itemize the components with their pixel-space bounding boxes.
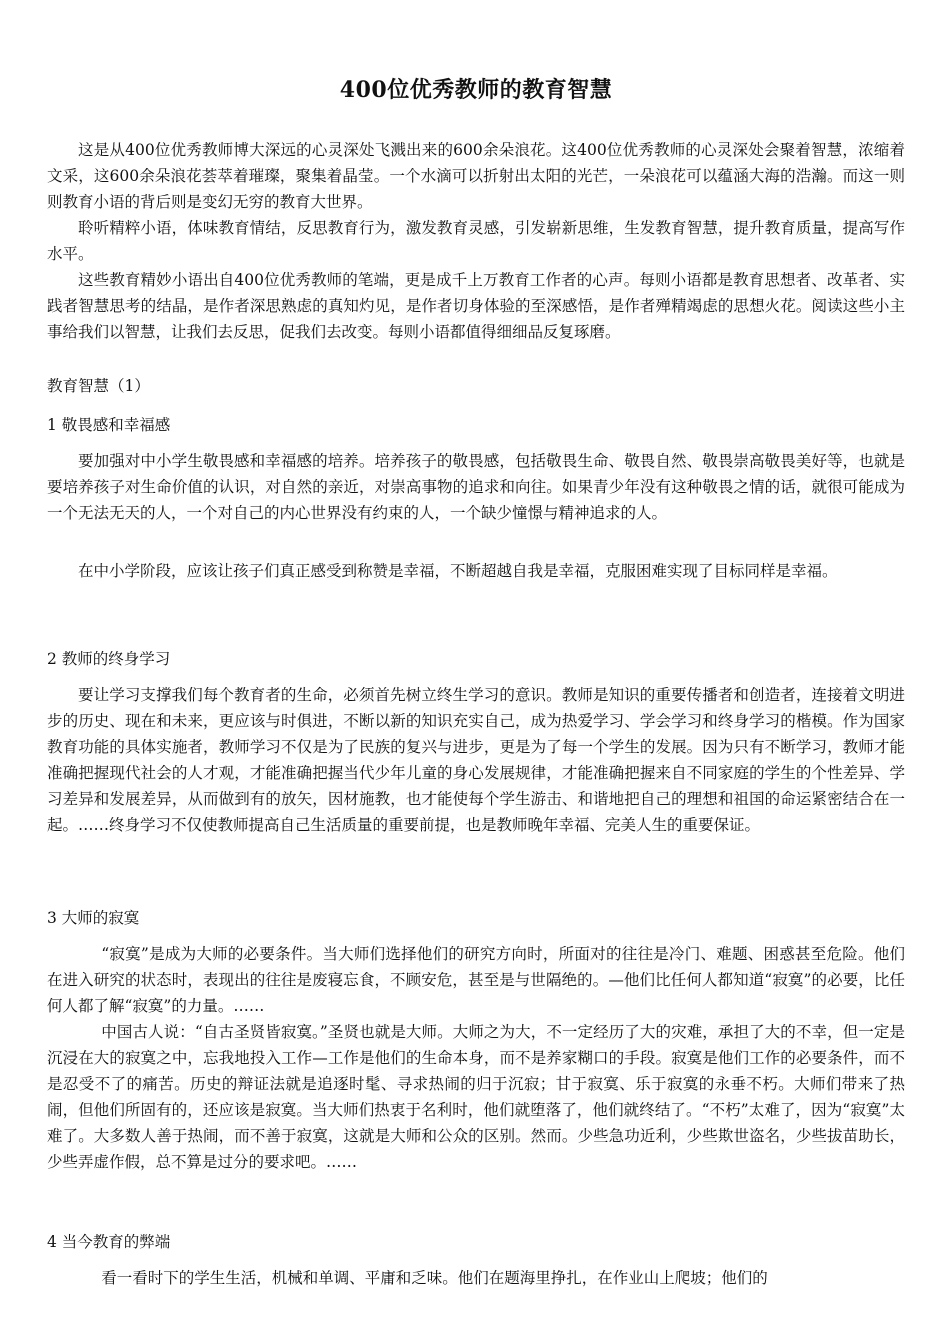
section-3-paragraph-2: 中国古人说：“自古圣贤皆寂寞。”圣贤也就是大师。大师之为大，不一定经历了大的灾难，承担了大的不幸，但一定是沉浸在大的寂寞之中，忘我地投入工作—工作是他们的生命本身，而不是养家糊口的手段。寂寞是他们工作的必要条件，而不是忍受不了的痛苦。历史的辩证法就是追逐时髦、寻求热闹的归于沉寂；甘于寂寞、乐于寂寞的永垂不朽。大师们带来了热闹，但他们所固有的，还应该是寂寞。当大师们热衷于名利时，他们就堕落了，他们就终结了。“不朽”太难了，因为“寂寞”太难了。大多数人善于热闹，而不善于寂寞，这就是大师和公众的区别。然而。少些急功近利，少些欺世盗名，少些拔苗助长，少些弄虚作假，总不算是过分的要求吧。…… xyxy=(47,1023,905,1171)
intro-paragraph-2: 聆听精粹小语，体味教育情结，反思教育行为，激发教育灵感，引发崭新思维，生发教育智慧，提升教育质量，提高写作水平。 xyxy=(47,219,905,263)
intro-paragraph-3: 这些教育精妙小语出自400位优秀教师的笔端，更是成千上万教育工作者的心声。每则小语都是教育思想者、改革者、实践者智慧思考的结晶，是作者深思熟虑的真知灼见，是作者切身体验的至深感悟，是作者殚精竭虑的思想火花。阅读这些小主事给我们以智慧，让我们去反思，促我们去改变。每则小语都值得细细品反复琢磨。 xyxy=(47,271,905,341)
section-1-paragraph-2: 在中小学阶段，应该让孩子们真正感受到称赞是幸福，不断超越自我是幸福，克服困难实现了目标同样是幸福。 xyxy=(78,562,838,580)
section-3-paragraph-1: “寂寞”是成为大师的必要条件。当大师们选择他们的研究方向时，所面对的往往是冷门、难题、困惑甚至危险。他们在进入研究的状态时，表现出的往往是废寝忘食，不顾安危，甚至是与世隔绝的。—他们比任何人都知道“寂寞”的必要，比任何人都了解“寂寞”的力量。…… xyxy=(47,945,905,1015)
section-2-heading: 2 教师的终身学习 xyxy=(47,650,171,668)
section-label: 教育智慧（1） xyxy=(47,377,150,395)
intro-paragraph-1: 这是从400位优秀教师博大深远的心灵深处飞溅出来的600余朵浪花。这400位优秀教师的心灵深处会聚着智慧，浓缩着文采，这600余朵浪花荟萃着璀璨，聚集着晶莹。一个水滴可以折射出太阳的光芒，一朵浪花可以蕴涵大海的浩瀚。而这一则则教育小语的背后则是变幻无穷的教育大世界。 xyxy=(47,141,905,211)
section-4-heading: 4 当今教育的弊端 xyxy=(47,1233,171,1251)
section-4-paragraph-1: 看一看时下的学生生活，机械和单调、平庸和乏味。他们在题海里挣扎，在作业山上爬坡；他们的 xyxy=(101,1269,768,1287)
section-3-heading: 3 大师的寂寞 xyxy=(47,909,140,927)
section-1-paragraph-1: 要加强对中小学生敬畏感和幸福感的培养。培养孩子的敬畏感，包括敬畏生命、敬畏自然、敬畏崇高敬畏美好等，也就是要培养孩子对生命价值的认识，对自然的亲近，对崇高事物的追求和向往。如果青少年没有这种敬畏之情的话，就很可能成为一个无法无天的人，一个对自己的内心世界没有约束的人，一个缺少憧憬与精神追求的人。 xyxy=(47,452,905,522)
section-2-paragraph-1: 要让学习支撑我们每个教育者的生命，必须首先树立终生学习的意识。教师是知识的重要传播者和创造者，连接着文明进步的历史、现在和未来，更应该与时俱进，不断以新的知识充实自己，成为热爱学习、学会学习和终身学习的楷模。作为国家教育功能的具体实施者，教师学习不仅是为了民族的复兴与进步，更是为了每一个学生的发展。因为只有不断学习，教师才能准确把握现代社会的人才观，才能准确把握当代少年儿童的身心发展规律，才能准确把握来自不同家庭的学生的个性差异、学习差异和发展差异，从而做到有的放矢，因材施教，也才能使每个学生游击、和谐地把自己的理想和祖国的命运紧密结合在一起。……终身学习不仅使教师提高自己生活质量的重要前提，也是教师晚年幸福、完美人生的重要保证。 xyxy=(47,686,905,834)
document-title: 400位优秀教师的教育智慧 xyxy=(339,76,613,103)
section-1-heading: 1 敬畏感和幸福感 xyxy=(47,416,171,434)
